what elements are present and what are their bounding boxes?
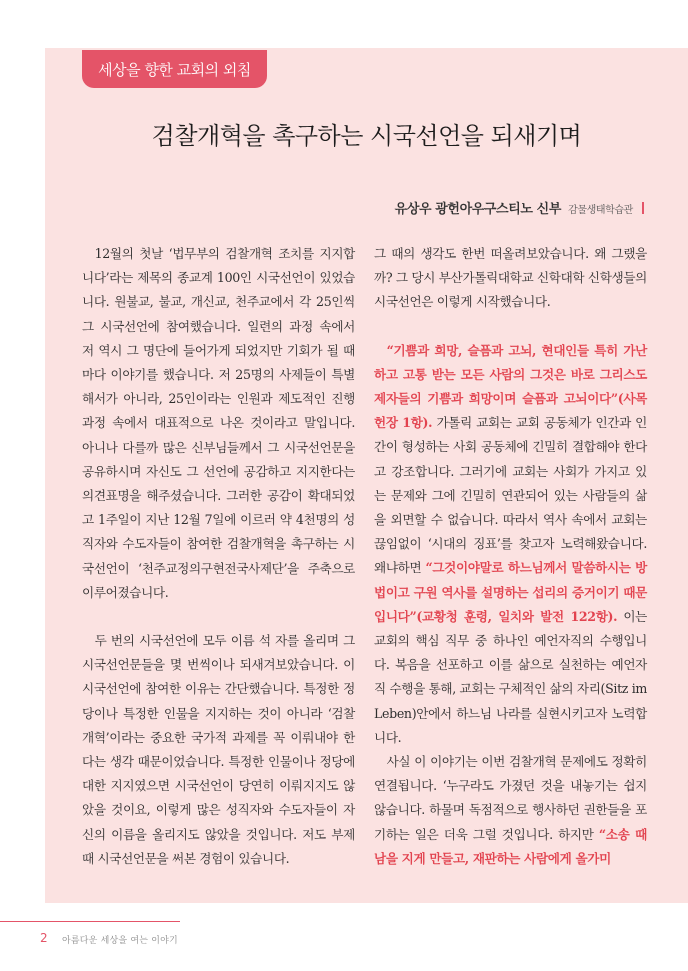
paragraph: 그 때의 생각도 한번 떠올려보았습니다. 왜 그랬을까? 그 당시 부산가톨릭대학교 신학대학 신학생들의 시국선언은 이렇게 시작했습니다. xyxy=(374,246,647,310)
left-column xyxy=(82,242,355,871)
highlight-quote: “그것이야말로 하느님께서 말씀하시는 방법이고 구원 역사를 설명하는 섭리의 증거이기 때문입니다”(교황청 훈령, 일치와 발전 122항). xyxy=(374,560,647,624)
paragraph-text: 사실 이 이야기는 이번 검찰개혁 문제에도 정확히 연결됩니다. ‘누구라도 가졌던 것을 내놓기는 쉽지 않습니다. 하물며 독점적으로 행사하던 권한들을 포기하는 일은 더욱 그럴 것입니다. 하지만 xyxy=(374,754,647,842)
author-affiliation: 감물생태학습관 xyxy=(568,205,633,216)
article-title: 검찰개혁을 촉구하는 시국선언을 되새기며 xyxy=(151,122,582,150)
author-line xyxy=(395,198,644,217)
section-tag: 세상을 향한 교회의 외침 xyxy=(82,50,267,88)
author-accent-bar xyxy=(642,202,644,214)
footer-rule xyxy=(0,921,180,922)
paragraph-text: 가톨릭 교회는 교회 공동체가 인간과 인간이 형성하는 사회 공동체에 긴밀히 결합해야 한다고 강조합니다. 그러기에 교회는 사회가 가지고 있는 문제와 그에 긴밀히 연관되어 있는 사람들의 삶을 외면할 수 없습니다. 따라서 역사 속에서 교회는 끊임없이 ‘시대의 징표’를 찾고자 노력해왔습니다. 왜냐하면 xyxy=(374,415,647,576)
highlight-quote: “기쁨과 희망, 슬픔과 고뇌, 현대인들 특히 가난하고 고통 받는 모든 사람의 그것은 바로 그리스도 제자들의 기쁨과 희망이며 슬픔과 고뇌이다”(사목헌장 1항). xyxy=(374,342,647,431)
paragraph: 12월의 첫날 ‘법무부의 검찰개혁 조치를 지지합니다’라는 제목의 종교계 100인 시국선언이 있었습니다. 원불교, 불교, 개신교, 천주교에서 각 25인씩 그 시국선언에 참여했습니다. 일련의 과정 속에서 저 역시 그 명단에 들어가게 되었지만 기회가 될 때마다 이야기를 했습니다. 저 25명의 사제들이 특별해서가 아니라, 25인이라는 인원과 제도적인 진행과정 속에서 대표적으로 나온 것이라고 말입니다. 아니나 다를까 많은 신부님들께서 그 시국선언문을 공유하시며 자신도 그 선언에 공감하고 지지한다는 의견표명을 해주셨습니다. 그러한 공감이 확대되었고 1주일이 지난 12월 7일에 이르러 약 4천명의 성직자와 수도자들이 참여한 검찰개혁을 촉구하는 시국선언이 ‘천주교정의구현전국사제단’을 주축으로 이루어졌습니다. xyxy=(82,246,355,600)
right-column xyxy=(374,242,647,871)
page-number: 2 xyxy=(40,931,48,945)
author-name: 유상우 광헌아우구스티노 신부 xyxy=(394,202,561,217)
paragraph: 두 번의 시국선언에 모두 이름 석 자를 올리며 그 시국선언문들을 몇 번씩이나 되새겨보았습니다. 이 시국선언에 참여한 이유는 간단했습니다. 특정한 정당이나 특정한 인물을 지지하는 것이 아니라 ‘검찰개혁’이라는 중요한 국가적 과제를 꼭 이뤄내야 한다는 생각 때문이었습니다. 특정한 인물이나 정당에 대한 지지였으면 시국선언이 당연히 이뤄지지도 않았을 것이요, 이렇게 많은 성직자와 수도자들이 자신의 이름을 올리지도 않았을 것입니다. 저도 부제 때 시국선언문을 써본 경험이 있습니다. xyxy=(82,633,355,866)
paragraph xyxy=(374,750,647,871)
magazine-name: 아름다운 세상을 여는 이야기 xyxy=(62,936,178,946)
highlight-quote: “소송 때 남을 지게 만들고, 재판하는 사람에게 올가미 xyxy=(374,826,647,866)
paragraph-text: 이는 교회의 핵심 직무 중 하나인 예언자직의 수행입니다. 복음을 선포하고 이를 삶으로 실천하는 예언자직 수행을 통해, 교회는 구체적인 삶의 자리(Sitz im Leben)안에서 하느님 나라를 실현시키고자 노력합니다. xyxy=(374,608,647,745)
paragraph xyxy=(374,339,647,750)
